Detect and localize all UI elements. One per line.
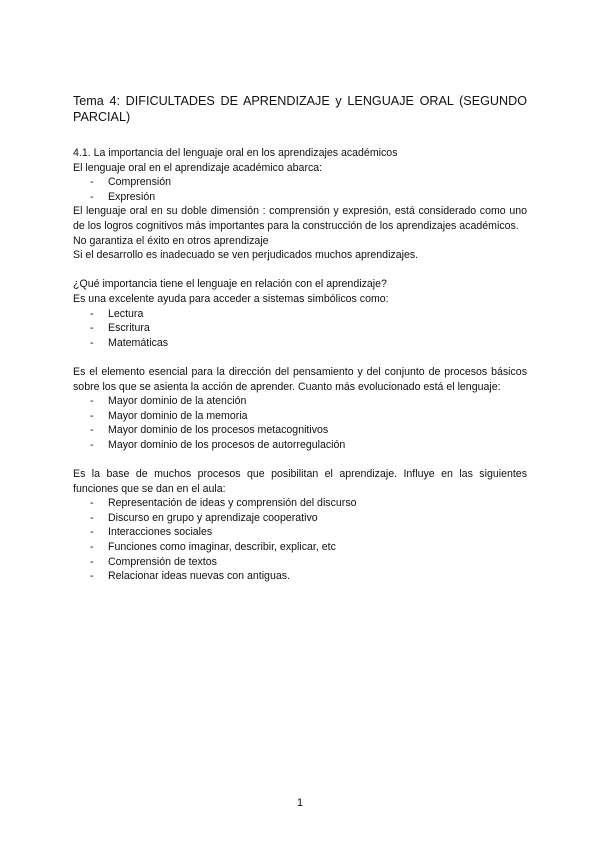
- list-item: - Funciones como imaginar, describir, explicar, etc: [90, 541, 336, 554]
- dash-bullet: -: [90, 541, 94, 554]
- list-item: - Mayor dominio de los procesos de autorregulación: [90, 438, 346, 451]
- list-item: - Escritura: [90, 322, 150, 335]
- list-item: - Relacionar ideas nuevas con antiguas.: [90, 570, 290, 583]
- dash-bullet: -: [90, 409, 94, 422]
- dash-bullet: -: [90, 190, 94, 203]
- list-item: - Interacciones sociales: [90, 526, 213, 539]
- list-item: - Discurso en grupo y aprendizaje cooperativo: [90, 511, 318, 524]
- list-item: - Representación de ideas y comprensión del discurso: [90, 497, 357, 510]
- intro-text: El lenguaje oral en el aprendizaje académico abarca:: [73, 161, 323, 174]
- line-si-desarrollo: Si el desarrollo es inadecuado se ven perjudicados muchos aprendizajes.: [73, 249, 419, 262]
- line-no-garantiza: No garantiza el éxito en otros aprendizaje: [73, 234, 269, 247]
- dash-bullet: -: [90, 176, 94, 189]
- list-funciones: [73, 496, 527, 584]
- list-dimensions: [73, 175, 527, 204]
- dash-bullet: -: [90, 322, 94, 335]
- list-item: - Mayor dominio de los procesos metacognitivos: [90, 424, 329, 437]
- list-item: - Comprensión: [90, 176, 172, 189]
- dash-bullet: -: [90, 555, 94, 568]
- page-title: Tema 4: DIFICULTADES DE APRENDIZAJE y LENGUAJE ORAL (SEGUNDO PARCIAL): [73, 94, 527, 124]
- dash-bullet: -: [90, 438, 94, 451]
- document-body: [73, 146, 527, 584]
- list-item: - Comprensión de textos: [90, 555, 217, 568]
- paragraph-1: El lenguaje oral en su doble dimensión : comprensión y expresión, está considerado como uno de los logros cognitivos más importantes para la construcción de los aprendizajes académicos.: [73, 205, 527, 232]
- list-item: - Lectura: [90, 307, 144, 320]
- list-symbolic-systems: [73, 307, 527, 351]
- list-item: - Matemáticas: [90, 336, 169, 349]
- dash-bullet: -: [90, 497, 94, 510]
- list-item: - Mayor dominio de la memoria: [90, 409, 248, 422]
- question-intro: Es una excelente ayuda para acceder a sistemas simbólicos como:: [73, 292, 389, 305]
- dash-bullet: -: [90, 570, 94, 583]
- dash-bullet: -: [90, 526, 94, 539]
- question-text: ¿Qué importancia tiene el lenguaje en relación con el aprendizaje?: [73, 278, 387, 291]
- paragraph-3: Es la base de muchos procesos que posibilitan el aprendizaje. Influye en las siguientes funciones que se dan en el aula:: [73, 468, 527, 495]
- page-number: 1: [296, 797, 304, 809]
- dash-bullet: -: [90, 395, 94, 408]
- paragraph-2: Es el elemento esencial para la dirección del pensamiento y del conjunto de procesos básicos sobre los que se asienta la acción de aprender. Cuanto más evolucionado está el lenguaje:: [73, 365, 527, 393]
- dash-bullet: -: [90, 424, 94, 437]
- dash-bullet: -: [90, 336, 94, 349]
- list-dominio: [73, 394, 527, 452]
- dash-bullet: -: [90, 511, 94, 524]
- list-item: - Mayor dominio de la atención: [90, 395, 247, 408]
- section-heading: 4.1. La importancia del lenguaje oral en los aprendizajes académicos: [73, 147, 398, 159]
- dash-bullet: -: [90, 307, 94, 320]
- list-item: - Expresión: [90, 190, 156, 203]
